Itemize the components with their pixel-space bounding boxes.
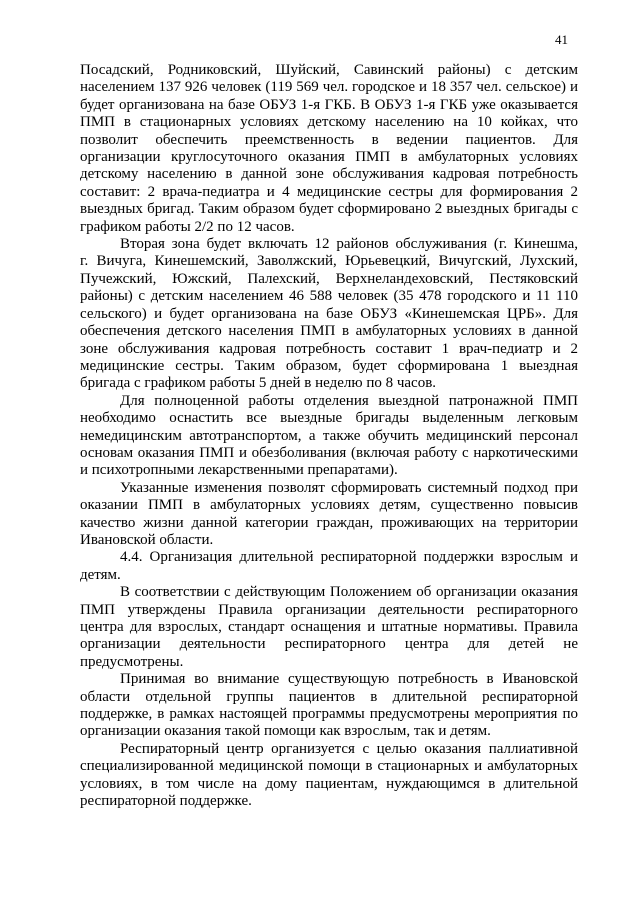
section-heading-4-4: 4.4. Организация длительной респираторной поддержки взрослым и детям.: [80, 549, 578, 583]
paragraph-continuation: Посадский, Родниковский, Шуйский, Савинский районы) с детским населением 137 926 человек (119 569 чел. городское и 18 357 чел. сельское) и будет организована на базе ОБУЗ 1-я ГКБ. В ОБУЗ 1-я ГКБ уже оказывается ПМП в стационарных условиях детскому населению на 10 койках, что позволит обеспечить преемственность в ведении пациентов. Для организации круглосуточного оказания ПМП в амбулаторных условиях детскому населению в данной зоне обслуживания кадровая потребность составит: 2 врача-педиатра и 4 медицинские сестры для формирования 2 выездных бригад. Таким образом будет сформировано 2 выездных бригады с графиком работы 2/2 по 12 часов.: [80, 62, 578, 235]
paragraph-system-approach: Указанные изменения позволят сформировать системный подход при оказании ПМП в амбулаторных условиях детям, существенно повысив качество жизни данной категории граждан, проживающих на территории Ивановской области.: [80, 479, 578, 548]
paragraph-equipment: Для полноценной работы отделения выездной патронажной ПМП необходимо оснастить все выездные бригады выделенным легковым немедицинским автотранспортом, а также обучить медицинский персонал основам оказания ПМП и обезболивания (включая работу с наркотическими и психотропными лекарственными препаратами).: [80, 392, 578, 479]
paragraph-respiratory-center: Респираторный центр организуется с целью оказания паллиативной специализированной медицинской помощи в стационарных и амбулаторных условиях, в том числе на дому пациентам, нуждающимся в длительной респираторной поддержке.: [80, 740, 578, 810]
page-number: 41: [555, 32, 568, 47]
paragraph-program-measures: Принимая во внимание существующую потребность в Ивановской области отдельной группы пациентов в длительной респираторной поддержке, в рамках настоящей программы предусмотрены мероприятия по организации оказания такой помощи как взрослым, так и детям.: [80, 671, 578, 740]
paragraph-second-zone: Вторая зона будет включать 12 районов обслуживания (г. Кинешма, г. Вичуга, Кинешемский, Заволжский, Юрьевецкий, Вичугский, Лухский, Пучежский, Южский, Палехский, Верхнеландеховский, Пестяковский районы) с детским населением 46 588 человек (35 478 городского и 11 110 сельского) и будет организована на базе ОБУЗ «Кинешемская ЦРБ». Для обеспечения детского населения ПМП в амбулаторных условиях в данной зоне обслуживания кадровая потребность составит 1 врач-педиатр и 2 медицинские сестры. Таким образом, будет сформирована 1 выездная бригада с графиком работы 5 дней в неделю по 8 часов.: [80, 236, 578, 392]
document-body: [80, 62, 578, 810]
paragraph-regulations: В соответствии с действующим Положением об организации оказания ПМП утверждены Правила организации деятельности респираторного центра для взрослых, стандарт оснащения и штатные нормативы. Правила организации деятельности респираторного центра для детей не предусмотрены.: [80, 584, 578, 670]
